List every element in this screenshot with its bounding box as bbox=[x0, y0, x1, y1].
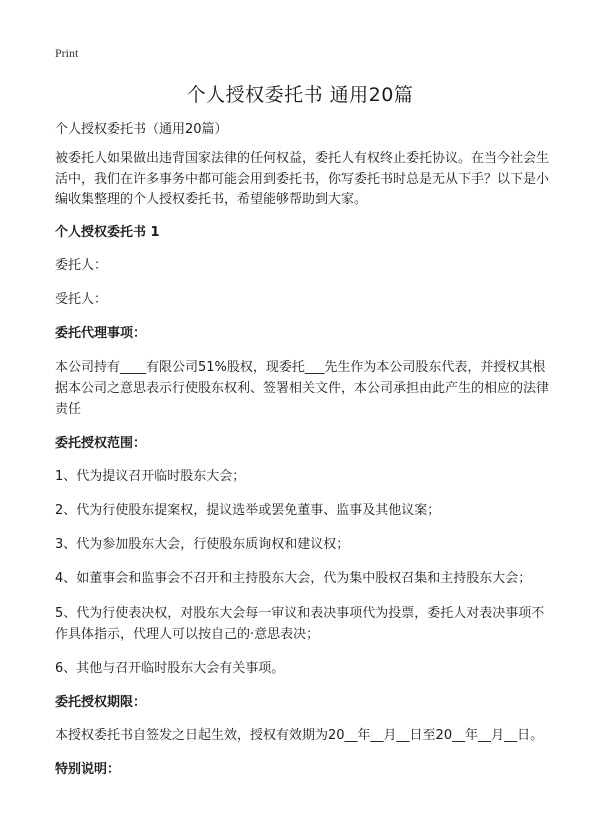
notes-heading: 特别说明： bbox=[55, 761, 121, 777]
scope-item: 6、其他与召开临时股东大会有关事项。 bbox=[55, 660, 285, 676]
scope-item: 4、如董事会和监事会不召开和主持股东大会，代为集中股权召集和主持股东大会； bbox=[55, 570, 532, 586]
agent-field: 受托人： bbox=[55, 291, 108, 307]
matters-paragraph: 本公司持有____有限公司51%股权，现委托___先生作为本公司股东代表，并授权其根据本公司之意思表示行使股东权利、签署相关文件，本公司承担由此产生的相应的法律责任 bbox=[55, 359, 550, 417]
matters-heading: 委托代理事项： bbox=[55, 325, 147, 341]
period-heading: 委托授权期限： bbox=[55, 694, 147, 710]
document-body bbox=[55, 120, 555, 793]
scope-item: 2、代为行使股东提案权，提议选举或罢免董事、监事及其他议案； bbox=[55, 502, 441, 518]
document-subtitle: 个人授权委托书（通用20篇） bbox=[55, 122, 228, 137]
page-title: 个人授权委托书 通用20篇 bbox=[186, 84, 414, 106]
scope-item: 3、代为参加股东大会，行使股东质询权和建议权； bbox=[55, 536, 350, 552]
period-paragraph: 本授权委托书自签发之日起生效，授权有效期为20__年__月__日至20__年__月__日。 bbox=[55, 727, 544, 743]
scope-item: 1、代为提议召开临时股东大会； bbox=[55, 468, 246, 484]
scope-item: 5、代为行使表决权，对股东大会每一审议和表决事项代为投票，委托人对表决事项不作具体指示，代理人可以按自己的·意思表决； bbox=[55, 605, 545, 642]
scope-heading: 委托授权范围： bbox=[55, 435, 147, 451]
principal-field: 委托人： bbox=[55, 257, 108, 273]
section-heading: 个人授权委托书 1 bbox=[55, 224, 160, 240]
intro-paragraph: 被委托人如果做出违背国家法律的任何权益，委托人有权终止委托协议。在当今社会生活中，我们在许多事务中都可能会用到委托书，你写委托书时总是无从下手？以下是小编收集整理的个人授权委托书，希望能够帮助到大家。 bbox=[55, 151, 550, 207]
print-link[interactable]: Print bbox=[55, 46, 79, 60]
